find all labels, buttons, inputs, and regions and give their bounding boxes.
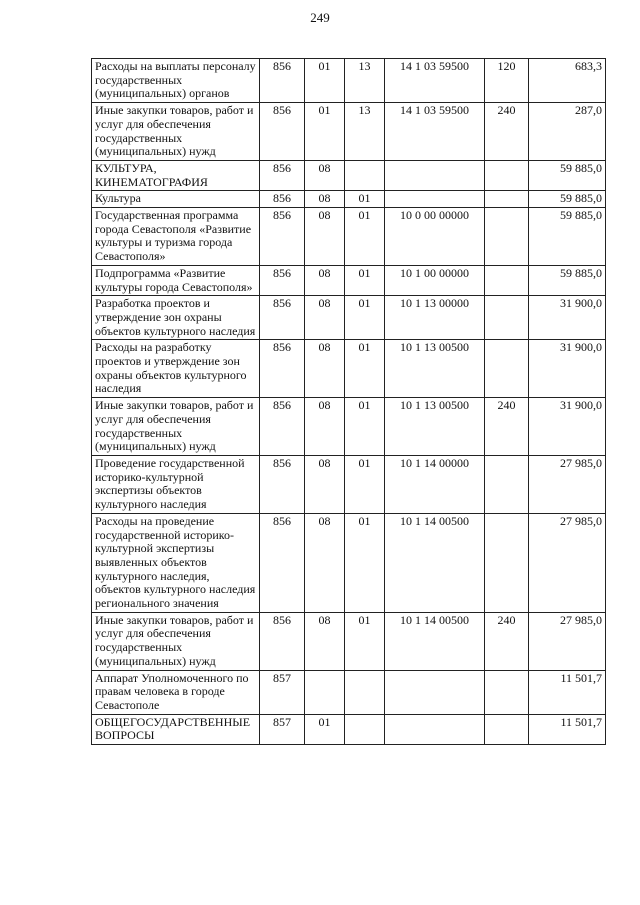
row-rz: 01	[305, 103, 345, 161]
row-name: Иные закупки товаров, работ и услуг для обеспечения государственных (муниципальных) нужд	[92, 103, 260, 161]
row-rz: 08	[305, 208, 345, 266]
row-name: Проведение государственной историко-культурной экспертизы объектов культурного наследия	[92, 455, 260, 513]
row-sum: 11 501,7	[529, 714, 606, 744]
row-name: Иные закупки товаров, работ и услуг для обеспечения государственных (муниципальных) нужд	[92, 612, 260, 670]
row-csr: 10 0 00 00000	[385, 208, 485, 266]
row-csr: 10 1 13 00500	[385, 340, 485, 398]
row-name: Иные закупки товаров, работ и услуг для обеспечения государственных (муниципальных) нужд	[92, 398, 260, 456]
row-pr: 01	[345, 612, 385, 670]
row-ved: 856	[260, 455, 305, 513]
row-name: Расходы на проведение государственной историко-культурной экспертизы выявленных объектов культурного наследия, объектов культурного наследия регионального значения	[92, 513, 260, 612]
row-sum: 59 885,0	[529, 191, 606, 208]
row-ved: 856	[260, 208, 305, 266]
row-pr: 01	[345, 265, 385, 295]
row-csr: 10 1 14 00500	[385, 612, 485, 670]
row-vr	[485, 208, 529, 266]
row-pr: 01	[345, 398, 385, 456]
budget-table	[91, 58, 606, 745]
row-rz: 08	[305, 455, 345, 513]
row-sum: 11 501,7	[529, 670, 606, 714]
row-ved: 856	[260, 612, 305, 670]
row-vr	[485, 160, 529, 190]
row-csr: 10 1 13 00500	[385, 398, 485, 456]
row-vr: 120	[485, 59, 529, 103]
row-sum: 683,3	[529, 59, 606, 103]
row-pr: 01	[345, 340, 385, 398]
page-number: 249	[310, 10, 330, 25]
row-rz: 01	[305, 714, 345, 744]
row-ved: 857	[260, 670, 305, 714]
row-sum: 27 985,0	[529, 455, 606, 513]
row-csr	[385, 714, 485, 744]
row-csr: 14 1 03 59500	[385, 59, 485, 103]
row-rz: 08	[305, 296, 345, 340]
row-sum: 59 885,0	[529, 160, 606, 190]
row-csr	[385, 191, 485, 208]
row-name: Расходы на выплаты персоналу государственных (муниципальных) органов	[92, 59, 260, 103]
row-name: Расходы на разработку проектов и утверждение зон охраны объектов культурного наследия	[92, 340, 260, 398]
row-ved: 856	[260, 191, 305, 208]
row-ved: 857	[260, 714, 305, 744]
row-vr	[485, 265, 529, 295]
row-vr: 240	[485, 612, 529, 670]
row-name: Аппарат Уполномоченного по правам человека в городе Севастополе	[92, 670, 260, 714]
row-rz: 08	[305, 513, 345, 612]
row-ved: 856	[260, 513, 305, 612]
row-pr	[345, 670, 385, 714]
row-csr: 10 1 00 00000	[385, 265, 485, 295]
row-vr	[485, 714, 529, 744]
row-name: КУЛЬТУРА, КИНЕМАТОГРАФИЯ	[92, 160, 260, 190]
row-pr: 01	[345, 513, 385, 612]
row-pr: 01	[345, 191, 385, 208]
table-row	[92, 714, 606, 744]
row-sum: 59 885,0	[529, 265, 606, 295]
row-sum: 31 900,0	[529, 296, 606, 340]
table-row	[92, 670, 606, 714]
row-csr: 14 1 03 59500	[385, 103, 485, 161]
row-rz: 08	[305, 265, 345, 295]
row-ved: 856	[260, 398, 305, 456]
row-rz: 08	[305, 191, 345, 208]
table-row	[92, 103, 606, 161]
row-csr: 10 1 13 00000	[385, 296, 485, 340]
row-sum: 31 900,0	[529, 398, 606, 456]
budget-table-body	[92, 59, 606, 745]
row-pr	[345, 160, 385, 190]
table-row	[92, 455, 606, 513]
row-name: Культура	[92, 191, 260, 208]
table-row	[92, 612, 606, 670]
row-sum: 27 985,0	[529, 513, 606, 612]
row-ved: 856	[260, 340, 305, 398]
row-vr	[485, 455, 529, 513]
row-csr	[385, 670, 485, 714]
row-csr: 10 1 14 00500	[385, 513, 485, 612]
row-pr: 13	[345, 59, 385, 103]
row-vr	[485, 513, 529, 612]
table-row	[92, 398, 606, 456]
row-pr	[345, 714, 385, 744]
table-row	[92, 296, 606, 340]
row-rz: 08	[305, 160, 345, 190]
row-vr	[485, 340, 529, 398]
row-sum: 59 885,0	[529, 208, 606, 266]
row-name: ОБЩЕГОСУДАРСТВЕННЫЕ ВОПРОСЫ	[92, 714, 260, 744]
row-name: Разработка проектов и утверждение зон охраны объектов культурного наследия	[92, 296, 260, 340]
row-ved: 856	[260, 296, 305, 340]
row-name: Подпрограмма «Развитие культуры города Севастополя»	[92, 265, 260, 295]
row-rz: 01	[305, 59, 345, 103]
table-row	[92, 191, 606, 208]
row-vr: 240	[485, 103, 529, 161]
table-row	[92, 513, 606, 612]
row-csr	[385, 160, 485, 190]
row-ved: 856	[260, 103, 305, 161]
table-row	[92, 340, 606, 398]
row-ved: 856	[260, 59, 305, 103]
row-rz: 08	[305, 612, 345, 670]
row-ved: 856	[260, 160, 305, 190]
row-pr: 01	[345, 208, 385, 266]
row-ved: 856	[260, 265, 305, 295]
row-vr: 240	[485, 398, 529, 456]
row-rz	[305, 670, 345, 714]
row-name: Государственная программа города Севастополя «Развитие культуры и туризма города Севастополя»	[92, 208, 260, 266]
row-csr: 10 1 14 00000	[385, 455, 485, 513]
row-sum: 287,0	[529, 103, 606, 161]
row-vr	[485, 191, 529, 208]
table-row	[92, 265, 606, 295]
row-rz: 08	[305, 398, 345, 456]
table-row	[92, 208, 606, 266]
row-sum: 27 985,0	[529, 612, 606, 670]
table-row	[92, 160, 606, 190]
row-vr	[485, 296, 529, 340]
row-pr: 13	[345, 103, 385, 161]
row-sum: 31 900,0	[529, 340, 606, 398]
row-pr: 01	[345, 455, 385, 513]
row-pr: 01	[345, 296, 385, 340]
table-row	[92, 59, 606, 103]
row-rz: 08	[305, 340, 345, 398]
row-vr	[485, 670, 529, 714]
